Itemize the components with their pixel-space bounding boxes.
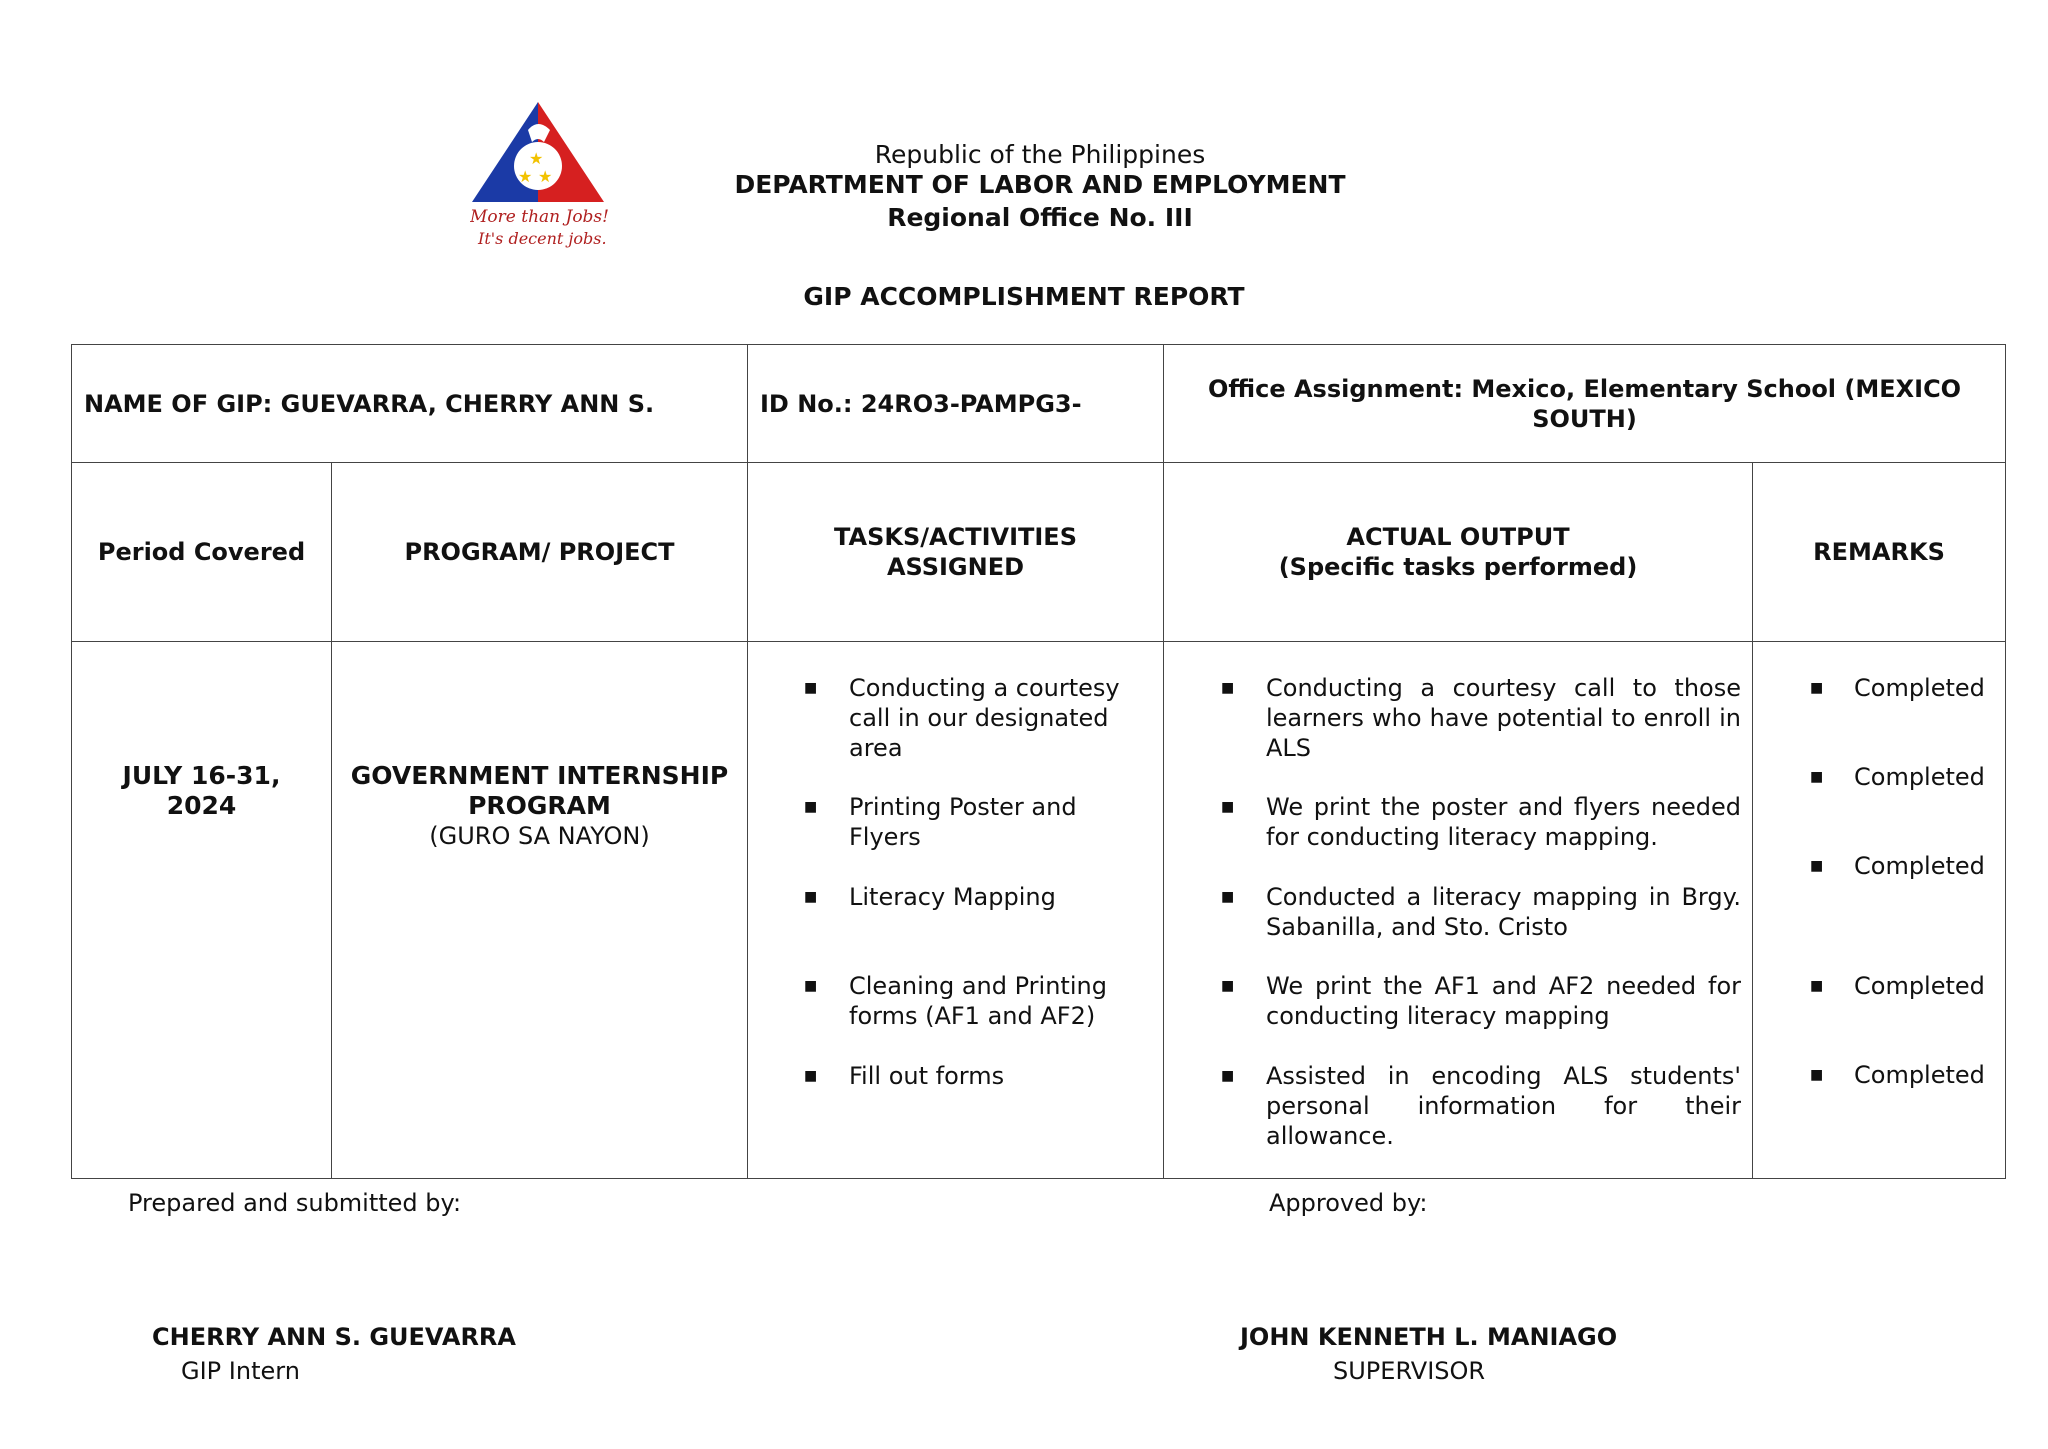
task-text: Conducting a courtesy call in our designated area <box>849 674 1120 762</box>
accomplishment-table <box>71 344 2006 1179</box>
output-header-title: ACTUAL OUTPUT <box>1346 523 1570 551</box>
remark-text: Completed <box>1854 1061 1985 1089</box>
regional-office-line: Regional Office No. III <box>887 203 1193 232</box>
bullet-icon: ■ <box>1221 978 1235 994</box>
table-row <box>72 642 2006 1179</box>
bullet-icon: ■ <box>804 1068 818 1084</box>
program-cell <box>332 642 748 1179</box>
prepared-by-label: Prepared and submitted by: <box>128 1189 462 1217</box>
remark-text: Completed <box>1854 972 1985 1000</box>
program-subtitle: (GURO SA NAYON) <box>429 822 650 850</box>
tasks-header: TASKS/ACTIVITIES ASSIGNED <box>748 463 1164 642</box>
task-text: Literacy Mapping <box>849 883 1056 911</box>
output-text: Assisted in encoding ALS students' personal information for their allowance. <box>1266 1062 1741 1150</box>
bullet-icon: ■ <box>1810 1067 1824 1083</box>
output-text: Conducted a literacy mapping in Brgy. Sabanilla, and Sto. Cristo <box>1266 883 1741 941</box>
output-header <box>1164 463 1753 642</box>
bullet-icon: ■ <box>804 799 818 815</box>
logo-tagline-1: More than Jobs! <box>470 207 609 227</box>
bullet-icon: ■ <box>1221 889 1235 905</box>
bullet-icon: ■ <box>1221 799 1235 815</box>
program-title: GOVERNMENT INTERNSHIP PROGRAM <box>350 761 729 820</box>
bullet-icon: ■ <box>804 978 818 994</box>
remark-text: Completed <box>1854 763 1985 791</box>
bullet-icon: ■ <box>1810 769 1824 785</box>
column-header-row <box>72 463 2006 642</box>
remark-text: Completed <box>1854 852 1985 880</box>
bullet-icon: ■ <box>804 680 818 696</box>
id-number-cell: ID No.: 24RO3-PAMPG3- <box>748 345 1164 463</box>
task-text: Printing Poster and Flyers <box>849 793 1077 851</box>
period-value: JULY 16-31, 2024 <box>122 761 281 820</box>
output-text: Conducting a courtesy call to those learners who have potential to enroll in ALS <box>1266 674 1741 762</box>
bullet-icon: ■ <box>1221 1068 1235 1084</box>
output-text: We print the poster and flyers needed for conducting literacy mapping. <box>1266 793 1741 851</box>
output-header-subtitle: (Specific tasks performed) <box>1278 553 1638 581</box>
bullet-icon: ■ <box>1810 680 1824 696</box>
star-icon: ★ <box>529 149 544 168</box>
output-text: We print the AF1 and AF2 needed for conducting literacy mapping <box>1266 972 1741 1030</box>
program-header: PROGRAM/ PROJECT <box>332 463 748 642</box>
star-icon: ★ <box>538 167 553 186</box>
bullet-icon: ■ <box>804 889 818 905</box>
approver-name: JOHN KENNETH L. MANIAGO <box>1240 1323 1618 1351</box>
office-assignment-cell: Office Assignment: Mexico, Elementary School (MEXICO SOUTH) <box>1164 345 2006 463</box>
logo-tagline-2: It's decent jobs. <box>478 229 607 248</box>
tasks-cell <box>748 642 1164 1179</box>
approver-role: SUPERVISOR <box>1333 1357 1486 1385</box>
bullet-icon: ■ <box>1810 978 1824 994</box>
approved-by-label: Approved by: <box>1269 1189 1428 1217</box>
department-line: DEPARTMENT OF LABOR AND EMPLOYMENT <box>734 170 1346 199</box>
star-icon: ★ <box>518 167 533 186</box>
remarks-cell <box>1753 642 2006 1179</box>
preparer-role: GIP Intern <box>181 1357 300 1385</box>
dole-logo <box>470 100 620 252</box>
period-header: Period Covered <box>72 463 332 642</box>
republic-line: Republic of the Philippines <box>874 140 1206 169</box>
preparer-name: CHERRY ANN S. GUEVARRA <box>152 1323 516 1351</box>
outputs-cell <box>1164 642 1753 1179</box>
task-text: Fill out forms <box>849 1062 1005 1090</box>
remark-text: Completed <box>1854 674 1985 702</box>
report-title: GIP ACCOMPLISHMENT REPORT <box>803 282 1245 311</box>
period-cell <box>72 642 332 1179</box>
remarks-header: REMARKS <box>1753 463 2006 642</box>
gip-name-cell: NAME OF GIP: GUEVARRA, CHERRY ANN S. <box>72 345 748 463</box>
task-text: Cleaning and Printing forms (AF1 and AF2) <box>849 972 1107 1030</box>
bullet-icon: ■ <box>1810 858 1824 874</box>
info-row <box>72 345 2006 463</box>
bullet-icon: ■ <box>1221 680 1235 696</box>
